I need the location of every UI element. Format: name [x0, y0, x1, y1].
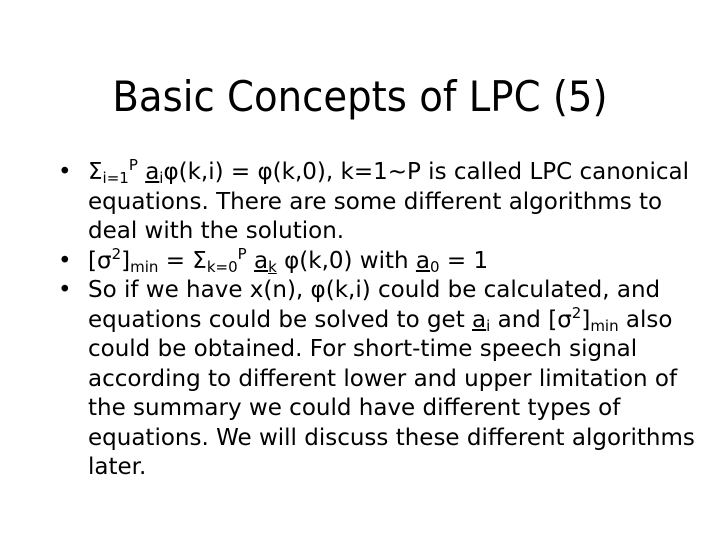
sigma-open: [σ	[88, 247, 112, 274]
bullet-text: φ(k,i) = φ(k,0), k=1~P is called LPC canonical equations. There are some different algorithms to deal with the solution.	[88, 159, 689, 244]
bullet-dot: •	[58, 247, 72, 274]
sigma-open: [σ	[548, 306, 572, 333]
bullet-item-calculation	[58, 276, 698, 483]
bullet-list	[58, 158, 698, 483]
sum-upper-limit: P	[128, 156, 138, 174]
min-subscript: min	[590, 316, 619, 335]
bullet-item-min-error	[58, 244, 698, 277]
sum-upper-limit: P	[237, 244, 247, 263]
sum-lower-limit: k=0	[206, 257, 238, 276]
bracket-close: ]	[581, 306, 591, 333]
bullet-text: So if we have x(n), φ(k,i) could be calculated, and equations could be solved to get	[88, 277, 661, 333]
coefficient-subscript: k	[268, 257, 277, 276]
coefficient-subscript-0: 0	[430, 257, 440, 276]
bullet-text-end: also could be obtained. For short-time speech signal according to different lower and upper limitation of the summary we could have different types of equations. We will discuss these different algorithms later.	[88, 306, 695, 480]
bullet-text: φ(k,0) with	[276, 247, 416, 274]
coefficient-a: a	[145, 159, 160, 185]
coefficient-a: a	[472, 306, 487, 333]
sum-lower-limit: i=1	[102, 169, 129, 187]
bullet-dot: •	[58, 159, 72, 185]
min-subscript: min	[130, 257, 159, 276]
coefficient-a0: a	[415, 247, 431, 274]
bullet-dot: •	[58, 277, 72, 303]
bullet-text-end: = 1	[439, 247, 489, 274]
slide-title: Basic Concepts of LPC (5)	[112, 72, 608, 121]
bracket-close: ]	[121, 247, 131, 274]
coefficient-subscript: i	[486, 316, 491, 335]
space	[247, 248, 254, 274]
sigma-symbol: Σ	[88, 159, 103, 185]
bullet-item-canonical-equations	[58, 158, 698, 247]
coefficient-a: a	[254, 247, 269, 274]
bullet-text-and: and	[490, 306, 549, 333]
squared-exponent: 2	[111, 244, 122, 263]
equals-sigma: = Σ	[158, 247, 207, 274]
coefficient-subscript: i	[159, 169, 164, 187]
squared-exponent: 2	[571, 303, 582, 322]
